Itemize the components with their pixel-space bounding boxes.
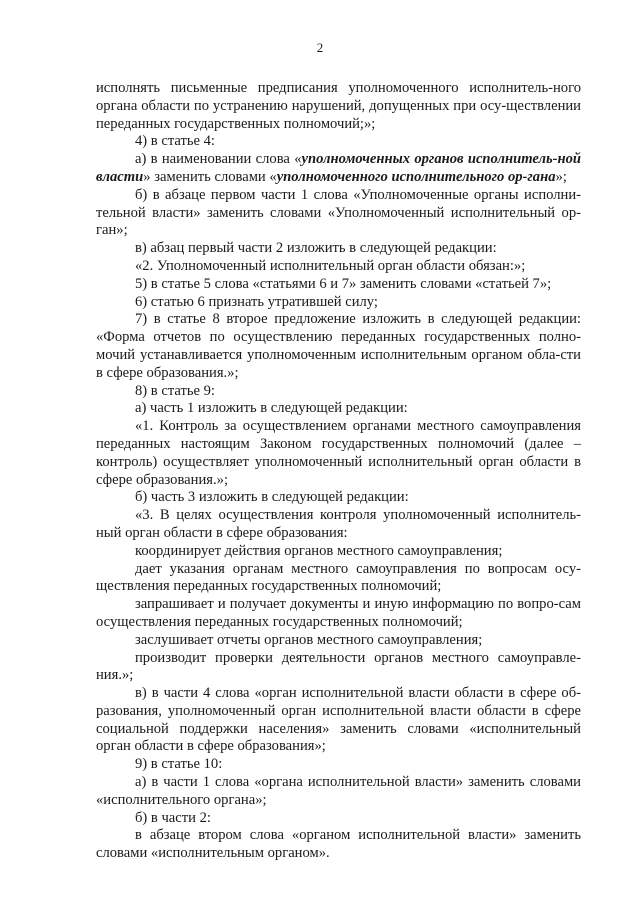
text-span: а) в наименовании слова « xyxy=(135,151,302,168)
paragraph: запрашивает и получает документы и иную информацию по вопро-сам осуществления переданных государственных полномочий; xyxy=(96,596,581,630)
paragraph: 8) в статье 9: xyxy=(135,382,215,399)
emphasis-text: уполномоченного исполнительного ор-гана xyxy=(276,168,556,185)
text-span: » заменить словами « xyxy=(143,168,277,185)
page-number: 2 xyxy=(316,40,324,55)
paragraph: дает указания органам местного самоуправления по вопросам осу-ществления переданных государственных полномочий; xyxy=(96,560,581,595)
paragraph: а) в части 1 слова «органа исполнительной власти» заменить словами «исполнительного органа»; xyxy=(96,774,581,808)
document-body xyxy=(96,80,581,863)
paragraph: 9) в статье 10: xyxy=(135,756,223,773)
paragraph: «1. Контроль за осуществлением органами местного самоуправления переданных настоящим Законом государственных полномочий (далее – контроль) осуществляет уполномоченный исполнительный орган области в сфере образования.»; xyxy=(96,418,581,488)
paragraph: б) часть 3 изложить в следующей редакции: xyxy=(135,489,409,506)
paragraph: 6) статью 6 признать утратившей силу; xyxy=(135,293,378,310)
paragraph: в) абзац первый части 2 изложить в следующей редакции: xyxy=(135,240,497,257)
paragraph: в) в части 4 слова «орган исполнительной власти области в сфере об-разования, уполномоченный орган исполнительной власти области в сфере социальной поддержки населения» заменить словами «исполнительный орган области в сфере образования»; xyxy=(96,685,581,755)
paragraph: 5) в статье 5 слова «статьями 6 и 7» заменить словами «статьей 7»; xyxy=(135,275,552,292)
paragraph: заслушивает отчеты органов местного самоуправления; xyxy=(135,631,483,648)
paragraph: а) часть 1 изложить в следующей редакции: xyxy=(135,400,408,417)
paragraph: б) в части 2: xyxy=(135,809,211,826)
paragraph: «3. В целях осуществления контроля уполномоченный исполнитель-ный орган области в сфере образования: xyxy=(96,507,581,541)
paragraph: координирует действия органов местного самоуправления; xyxy=(135,542,503,559)
paragraph-article4-a xyxy=(96,151,581,187)
paragraph: исполнять письменные предписания уполномоченного исполнитель-ного органа области по устранению нарушений, допущенных при осу-ществлении переданных государственных полномочий;»; xyxy=(96,80,581,132)
paragraph: 4) в статье 4: xyxy=(135,133,215,150)
paragraph: «2. Уполномоченный исполнительный орган области обязан:»; xyxy=(135,257,526,274)
paragraph: производит проверки деятельности органов местного самоуправле-ния.»; xyxy=(96,649,581,684)
emphasis-text: уполномоченных органов исполнитель-ной власти xyxy=(96,151,581,185)
paragraph: в абзаце втором слова «органом исполнительной власти» заменить словами «исполнительным органом». xyxy=(96,827,581,862)
paragraph: б) в абзаце первом части 1 слова «Уполномоченные органы исполни-тельной власти» заменить словами «Уполномоченный исполнительный ор-ган»; xyxy=(96,186,581,239)
text-span: »; xyxy=(555,168,567,185)
paragraph: 7) в статье 8 второе предложение изложить в следующей редакции: «Форма отчетов по осуществлению переданных государственных полно-мочий устанавливается уполномоченным исполнительным органом обла-сти в сфере образования.»; xyxy=(96,311,581,381)
